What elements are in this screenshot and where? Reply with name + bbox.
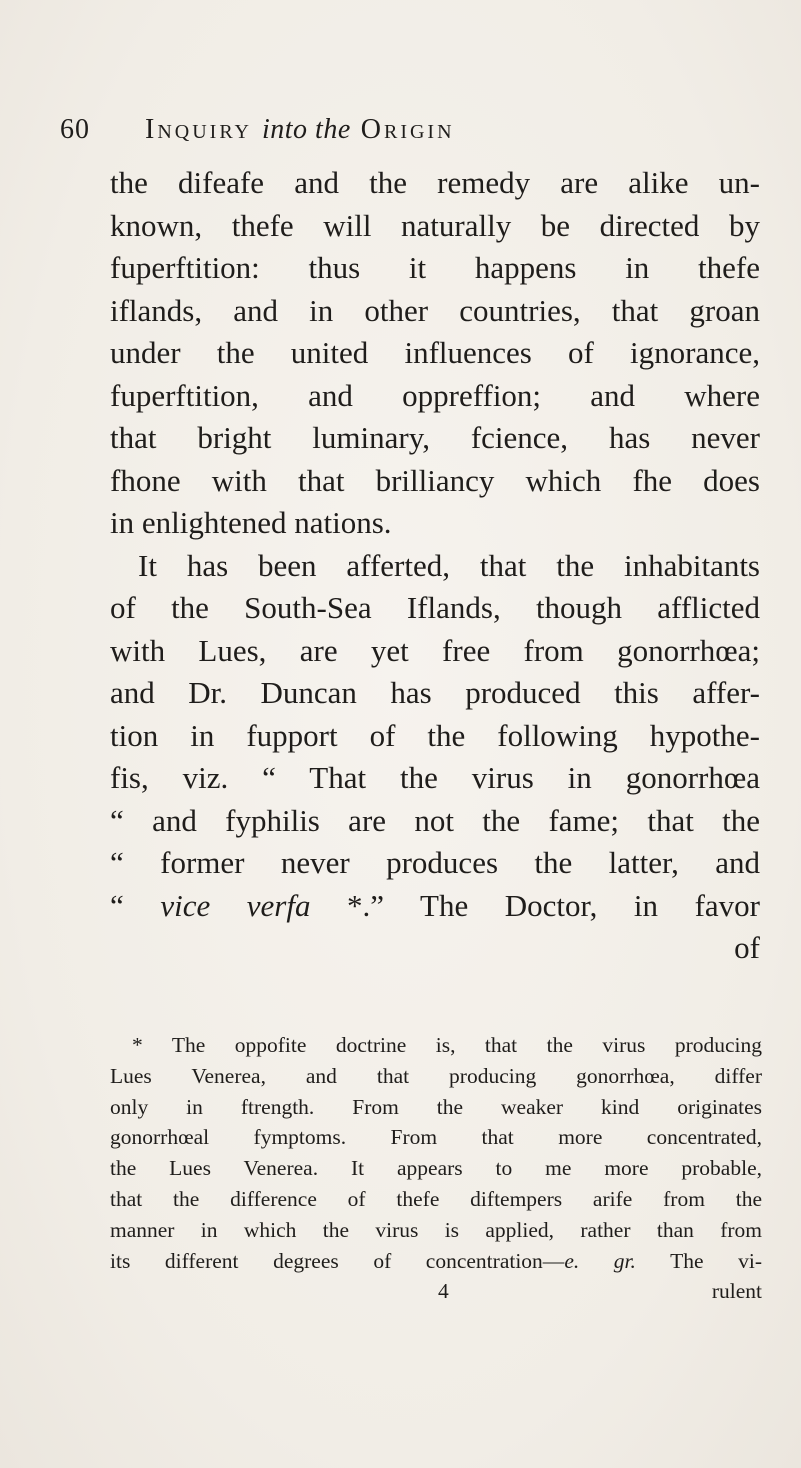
footnote bbox=[110, 1030, 762, 1307]
footnote-line: the Lues Venerea. It appears to me more probable, bbox=[110, 1156, 762, 1181]
text-line: “ and fyphilis are not the fame; that the bbox=[110, 802, 760, 838]
text-segment: *.” The Doctor, in favor bbox=[310, 887, 760, 923]
text-line: “ former never produces the latter, and bbox=[110, 845, 760, 880]
text-line: with Lues, are yet free from gonorrhœa; bbox=[110, 632, 760, 668]
signature-mark: 4 bbox=[438, 1279, 449, 1304]
text-line: of the South-Sea Iflands, though afflicted bbox=[110, 590, 760, 625]
text-line: fuperftition, and oppreffion; and where bbox=[110, 377, 760, 413]
running-title bbox=[145, 114, 455, 146]
running-head bbox=[60, 114, 750, 158]
text-line: known, thefe will naturally be directed by bbox=[110, 207, 760, 243]
text-line: under the united influences of ignorance, bbox=[110, 335, 760, 370]
footnote-catchword: rulent bbox=[711, 1279, 762, 1304]
footnote-line: manner in which the virus is applied, rather than from bbox=[110, 1217, 762, 1242]
footnote-line: * The oppofite doctrine is, that the virus producing bbox=[132, 1033, 762, 1057]
text-segment: The vi- bbox=[635, 1248, 762, 1273]
quote-mark: “ bbox=[110, 887, 124, 923]
running-title-part2: Origin bbox=[360, 114, 455, 145]
running-title-italic: into the bbox=[262, 114, 351, 145]
signature-row bbox=[110, 1276, 762, 1307]
body-text bbox=[110, 162, 760, 970]
text-line: fis, viz. “ That the virus in gonorrhœa bbox=[110, 760, 760, 795]
catchword: of bbox=[734, 930, 760, 965]
text-line bbox=[110, 885, 760, 928]
text-line: fhone with that brilliancy which fhe does bbox=[110, 462, 760, 498]
running-title-part1: Inquiry bbox=[145, 114, 252, 145]
footnote-line: only in ftrength. From the weaker kind originates bbox=[110, 1094, 762, 1119]
footnote-line: gonorrhœal fymptoms. From that more concentrated, bbox=[110, 1125, 762, 1150]
text-line: fuperftition: thus it happens in thefe bbox=[110, 250, 760, 285]
footnote-line: Lues Venerea, and that producing gonorrhœa, differ bbox=[110, 1063, 762, 1088]
text-line: It has been afferted, that the inhabitants bbox=[138, 547, 760, 583]
footnote-line bbox=[110, 1246, 762, 1277]
text-segment: its different degrees of concentration— bbox=[110, 1248, 565, 1273]
text-line: in enlightened nations. bbox=[110, 505, 392, 540]
text-line: that bright luminary, fcience, has never bbox=[110, 420, 760, 455]
text-line: iflands, and in other countries, that groan bbox=[110, 292, 760, 328]
footnote-line: that the difference of thefe diftempers arife from the bbox=[110, 1186, 762, 1211]
page-number: 60 bbox=[60, 114, 90, 145]
text-line: tion in fupport of the following hypothe- bbox=[110, 717, 760, 753]
italic-phrase: e. gr. bbox=[564, 1248, 636, 1273]
italic-phrase: vice verfa bbox=[160, 887, 311, 923]
text-line: the difeafe and the remedy are alike un- bbox=[110, 165, 760, 200]
text-line: and Dr. Duncan has produced this affer- bbox=[110, 675, 760, 710]
